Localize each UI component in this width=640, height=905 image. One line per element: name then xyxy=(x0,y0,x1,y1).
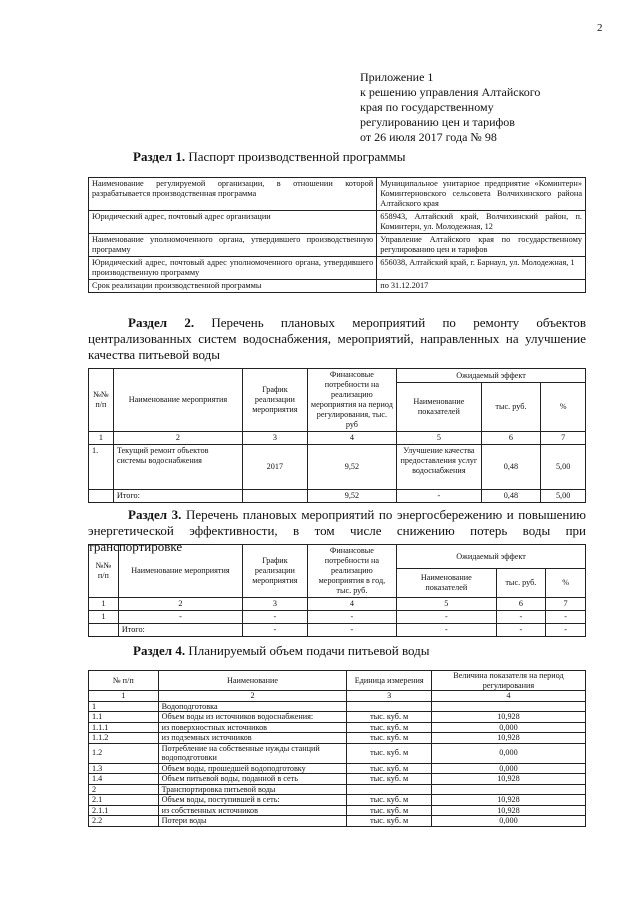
cell: - xyxy=(397,611,496,624)
cell-num: 2 xyxy=(89,784,159,795)
cell: 5 xyxy=(397,432,481,445)
table-row xyxy=(89,784,586,795)
cell: 4 xyxy=(307,598,396,611)
cell: - xyxy=(243,611,308,624)
table-header-row xyxy=(89,369,586,383)
energy-measures-table xyxy=(88,544,586,637)
cell-num: 1.1.2 xyxy=(89,733,159,744)
appendix-header xyxy=(360,70,540,145)
header-name: Наименование мероприятия xyxy=(118,545,242,598)
section2-title: Перечень плановых мероприятий по ремонту объектов централизованных систем водоснабжения, мероприятий, направленных на улучшение качества питьевой воды xyxy=(88,315,586,362)
cell: Наименование уполномоченного органа, утвердившего производственную программу xyxy=(89,234,377,257)
table-row xyxy=(89,774,586,785)
cell: 656038, Алтайский край, г. Барнаул, ул. Молодежная, 1 xyxy=(377,257,586,280)
cell: - xyxy=(546,611,586,624)
cell: Улучшение качества предоставления услуг водоснабжения xyxy=(397,445,481,490)
cell-unit: тыс. куб. м xyxy=(347,763,431,774)
header-effect-name: Наименование показателей xyxy=(397,383,481,432)
column-numbers-row xyxy=(89,691,586,702)
water-supply-table xyxy=(88,670,586,827)
section3-title: Перечень плановых мероприятий по энергосбережению и повышению энергетической эффективности, в том числе снижению потерь воды при транспортировке xyxy=(88,507,586,554)
passport-table xyxy=(88,177,586,293)
cell-name: Потребление на собственные нужды станций водоподготовки xyxy=(158,743,347,763)
cell: Итого: xyxy=(113,490,242,503)
cell: 4 xyxy=(431,691,585,702)
cell-unit: тыс. куб. м xyxy=(347,712,431,723)
table-total-row xyxy=(89,624,586,637)
table-row xyxy=(89,178,586,211)
appendix-line: от 26 июля 2017 года № 98 xyxy=(360,130,497,144)
cell-unit: тыс. куб. м xyxy=(347,733,431,744)
section4-heading xyxy=(133,643,430,659)
header-finance: Финансовые потребности на реализацию мероприятия на период регулирования, тыс. руб xyxy=(307,369,396,432)
cell: Юридический адрес, почтовый адрес организации xyxy=(89,211,377,234)
cell: 1 xyxy=(89,691,159,702)
cell: 1 xyxy=(89,432,114,445)
table-row xyxy=(89,280,586,293)
table-row xyxy=(89,805,586,816)
cell: 2017 xyxy=(243,445,308,490)
cell-num: 1.4 xyxy=(89,774,159,785)
cell-value: 10,928 xyxy=(431,712,585,723)
header-effect-rub: тыс. руб. xyxy=(481,383,541,432)
cell: - xyxy=(397,490,481,503)
cell: 5,00 xyxy=(541,445,586,490)
cell: 5,00 xyxy=(541,490,586,503)
cell-value: 10,928 xyxy=(431,733,585,744)
cell: 1 xyxy=(89,598,119,611)
cell-name: Объем воды, поступившей в сеть: xyxy=(158,795,347,806)
cell-value xyxy=(431,701,585,712)
cell: - xyxy=(118,611,242,624)
cell-unit: тыс. куб. м xyxy=(347,816,431,827)
table-total-row xyxy=(89,490,586,503)
cell-name: из подземных источников xyxy=(158,733,347,744)
table-row xyxy=(89,234,586,257)
page-number: 2 xyxy=(597,22,603,34)
cell: 6 xyxy=(496,598,546,611)
cell xyxy=(89,624,119,637)
table-row xyxy=(89,722,586,733)
header-schedule: График реализации мероприятия xyxy=(243,545,308,598)
cell-num: 1.1.1 xyxy=(89,722,159,733)
cell-num: 1.3 xyxy=(89,763,159,774)
header-effect-pct: % xyxy=(546,569,586,598)
cell-name: Объем воды из источников водоснабжения: xyxy=(158,712,347,723)
cell: Текущий ремонт объектов системы водоснабжения xyxy=(113,445,242,490)
header-num: № п/п xyxy=(89,671,159,691)
cell-unit xyxy=(347,784,431,795)
cell: 2 xyxy=(158,691,347,702)
cell-num: 1 xyxy=(89,701,159,712)
cell-name: из поверхностных источников xyxy=(158,722,347,733)
cell-unit xyxy=(347,701,431,712)
section3-label: Раздел 3. xyxy=(128,507,182,522)
cell: 2 xyxy=(118,598,242,611)
cell-unit: тыс. куб. м xyxy=(347,743,431,763)
cell-unit: тыс. куб. м xyxy=(347,722,431,733)
cell: 9,52 xyxy=(307,490,396,503)
cell: 0,48 xyxy=(481,445,541,490)
appendix-line: Приложение 1 xyxy=(360,70,434,84)
cell-name: Объем питьевой воды, поданной в сеть xyxy=(158,774,347,785)
cell-num: 2.2 xyxy=(89,816,159,827)
cell: - xyxy=(397,624,496,637)
cell-value: 0,000 xyxy=(431,763,585,774)
section1-heading xyxy=(133,149,405,165)
table-header-row xyxy=(89,545,586,569)
cell: 9,52 xyxy=(307,445,396,490)
section1-title: Паспорт производственной программы xyxy=(188,149,406,164)
cell: Юридический адрес, почтовый адрес уполномоченного органа, утвердившего производственную программу xyxy=(89,257,377,280)
header-value: Величина показателя на период регулирования xyxy=(431,671,585,691)
cell: Наименование регулируемой организации, в отношении которой разрабатывается производственная программа xyxy=(89,178,377,211)
cell: - xyxy=(307,624,396,637)
header-effect: Ожидаемый эффект xyxy=(397,545,586,569)
cell: Срок реализации производственной программы xyxy=(89,280,377,293)
cell-unit: тыс. куб. м xyxy=(347,805,431,816)
cell: - xyxy=(243,624,308,637)
table-row xyxy=(89,763,586,774)
cell: 5 xyxy=(397,598,496,611)
table-row xyxy=(89,611,586,624)
cell: - xyxy=(307,611,396,624)
header-name: Наименование мероприятия xyxy=(113,369,242,432)
cell-num: 2.1.1 xyxy=(89,805,159,816)
header-effect-name: Наименование показателей xyxy=(397,569,496,598)
cell-num: 2.1 xyxy=(89,795,159,806)
cell: Управление Алтайского края по государственному регулированию цен и тарифов xyxy=(377,234,586,257)
cell: 7 xyxy=(541,432,586,445)
header-effect-rub: тыс. руб. xyxy=(496,569,546,598)
cell: 7 xyxy=(546,598,586,611)
cell: 3 xyxy=(243,598,308,611)
cell: по 31.12.2017 xyxy=(377,280,586,293)
cell-name: Водоподготовка xyxy=(158,701,347,712)
cell: - xyxy=(496,611,546,624)
header-schedule: График реализации мероприятия xyxy=(243,369,308,432)
cell: - xyxy=(496,624,546,637)
appendix-line: к решению управления Алтайского xyxy=(360,85,541,99)
table-row xyxy=(89,257,586,280)
appendix-line: регулированию цен и тарифов xyxy=(360,115,515,129)
column-numbers-row xyxy=(89,432,586,445)
cell xyxy=(89,490,114,503)
cell-name: Объем воды, прошедшей водоподготовку xyxy=(158,763,347,774)
cell-value: 10,928 xyxy=(431,774,585,785)
cell: 1. xyxy=(89,445,114,490)
table-row xyxy=(89,445,586,490)
section4-label: Раздел 4. xyxy=(133,643,186,658)
cell-value: 10,928 xyxy=(431,795,585,806)
cell-value: 0,000 xyxy=(431,743,585,763)
section2-heading xyxy=(88,315,586,363)
section2-label: Раздел 2. xyxy=(128,315,195,330)
water-supply-table-body xyxy=(89,701,586,826)
header-effect: Ожидаемый эффект xyxy=(397,369,586,383)
cell-name: Транспортировка питьевой воды xyxy=(158,784,347,795)
cell: Муниципальное унитарное предприятие «Коминтерн» Коминтерновского сельсовета Волчихинского района Алтайского края xyxy=(377,178,586,211)
cell-value: 0,000 xyxy=(431,722,585,733)
cell-unit: тыс. куб. м xyxy=(347,774,431,785)
cell: 3 xyxy=(347,691,431,702)
appendix-line: края по государственному xyxy=(360,100,494,114)
cell: 3 xyxy=(243,432,308,445)
cell-num: 1.1 xyxy=(89,712,159,723)
header-finance: Финансовые потребности на реализацию мероприятия в год, тыс. руб. xyxy=(307,545,396,598)
table-header-row xyxy=(89,671,586,691)
cell: 0,48 xyxy=(481,490,541,503)
cell-name: из собственных источников xyxy=(158,805,347,816)
cell xyxy=(243,490,308,503)
table-row xyxy=(89,816,586,827)
cell-num: 1.2 xyxy=(89,743,159,763)
cell-name: Потери воды xyxy=(158,816,347,827)
cell-value xyxy=(431,784,585,795)
header-num: №№ п/п xyxy=(89,545,119,598)
cell: 1 xyxy=(89,611,119,624)
cell: - xyxy=(546,624,586,637)
section4-title: Планируемый объем подачи питьевой воды xyxy=(188,643,430,658)
header-name: Наименование xyxy=(158,671,347,691)
table-row xyxy=(89,211,586,234)
cell-unit: тыс. куб. м xyxy=(347,795,431,806)
cell: 658943, Алтайский край, Волчихинский район, п. Коминтерн, ул. Молодежная, 12 xyxy=(377,211,586,234)
header-effect-pct: % xyxy=(541,383,586,432)
cell: 4 xyxy=(307,432,396,445)
cell-value: 0,000 xyxy=(431,816,585,827)
column-numbers-row xyxy=(89,598,586,611)
table-row xyxy=(89,712,586,723)
cell: 6 xyxy=(481,432,541,445)
cell-value: 10,928 xyxy=(431,805,585,816)
header-unit: Единица измерения xyxy=(347,671,431,691)
table-row xyxy=(89,701,586,712)
table-row xyxy=(89,743,586,763)
table-row xyxy=(89,733,586,744)
section1-label: Раздел 1. xyxy=(133,149,186,164)
cell: 2 xyxy=(113,432,242,445)
table-row xyxy=(89,795,586,806)
header-num: №№ п/п xyxy=(89,369,114,432)
cell: Итого: xyxy=(118,624,242,637)
repair-measures-table xyxy=(88,368,586,503)
